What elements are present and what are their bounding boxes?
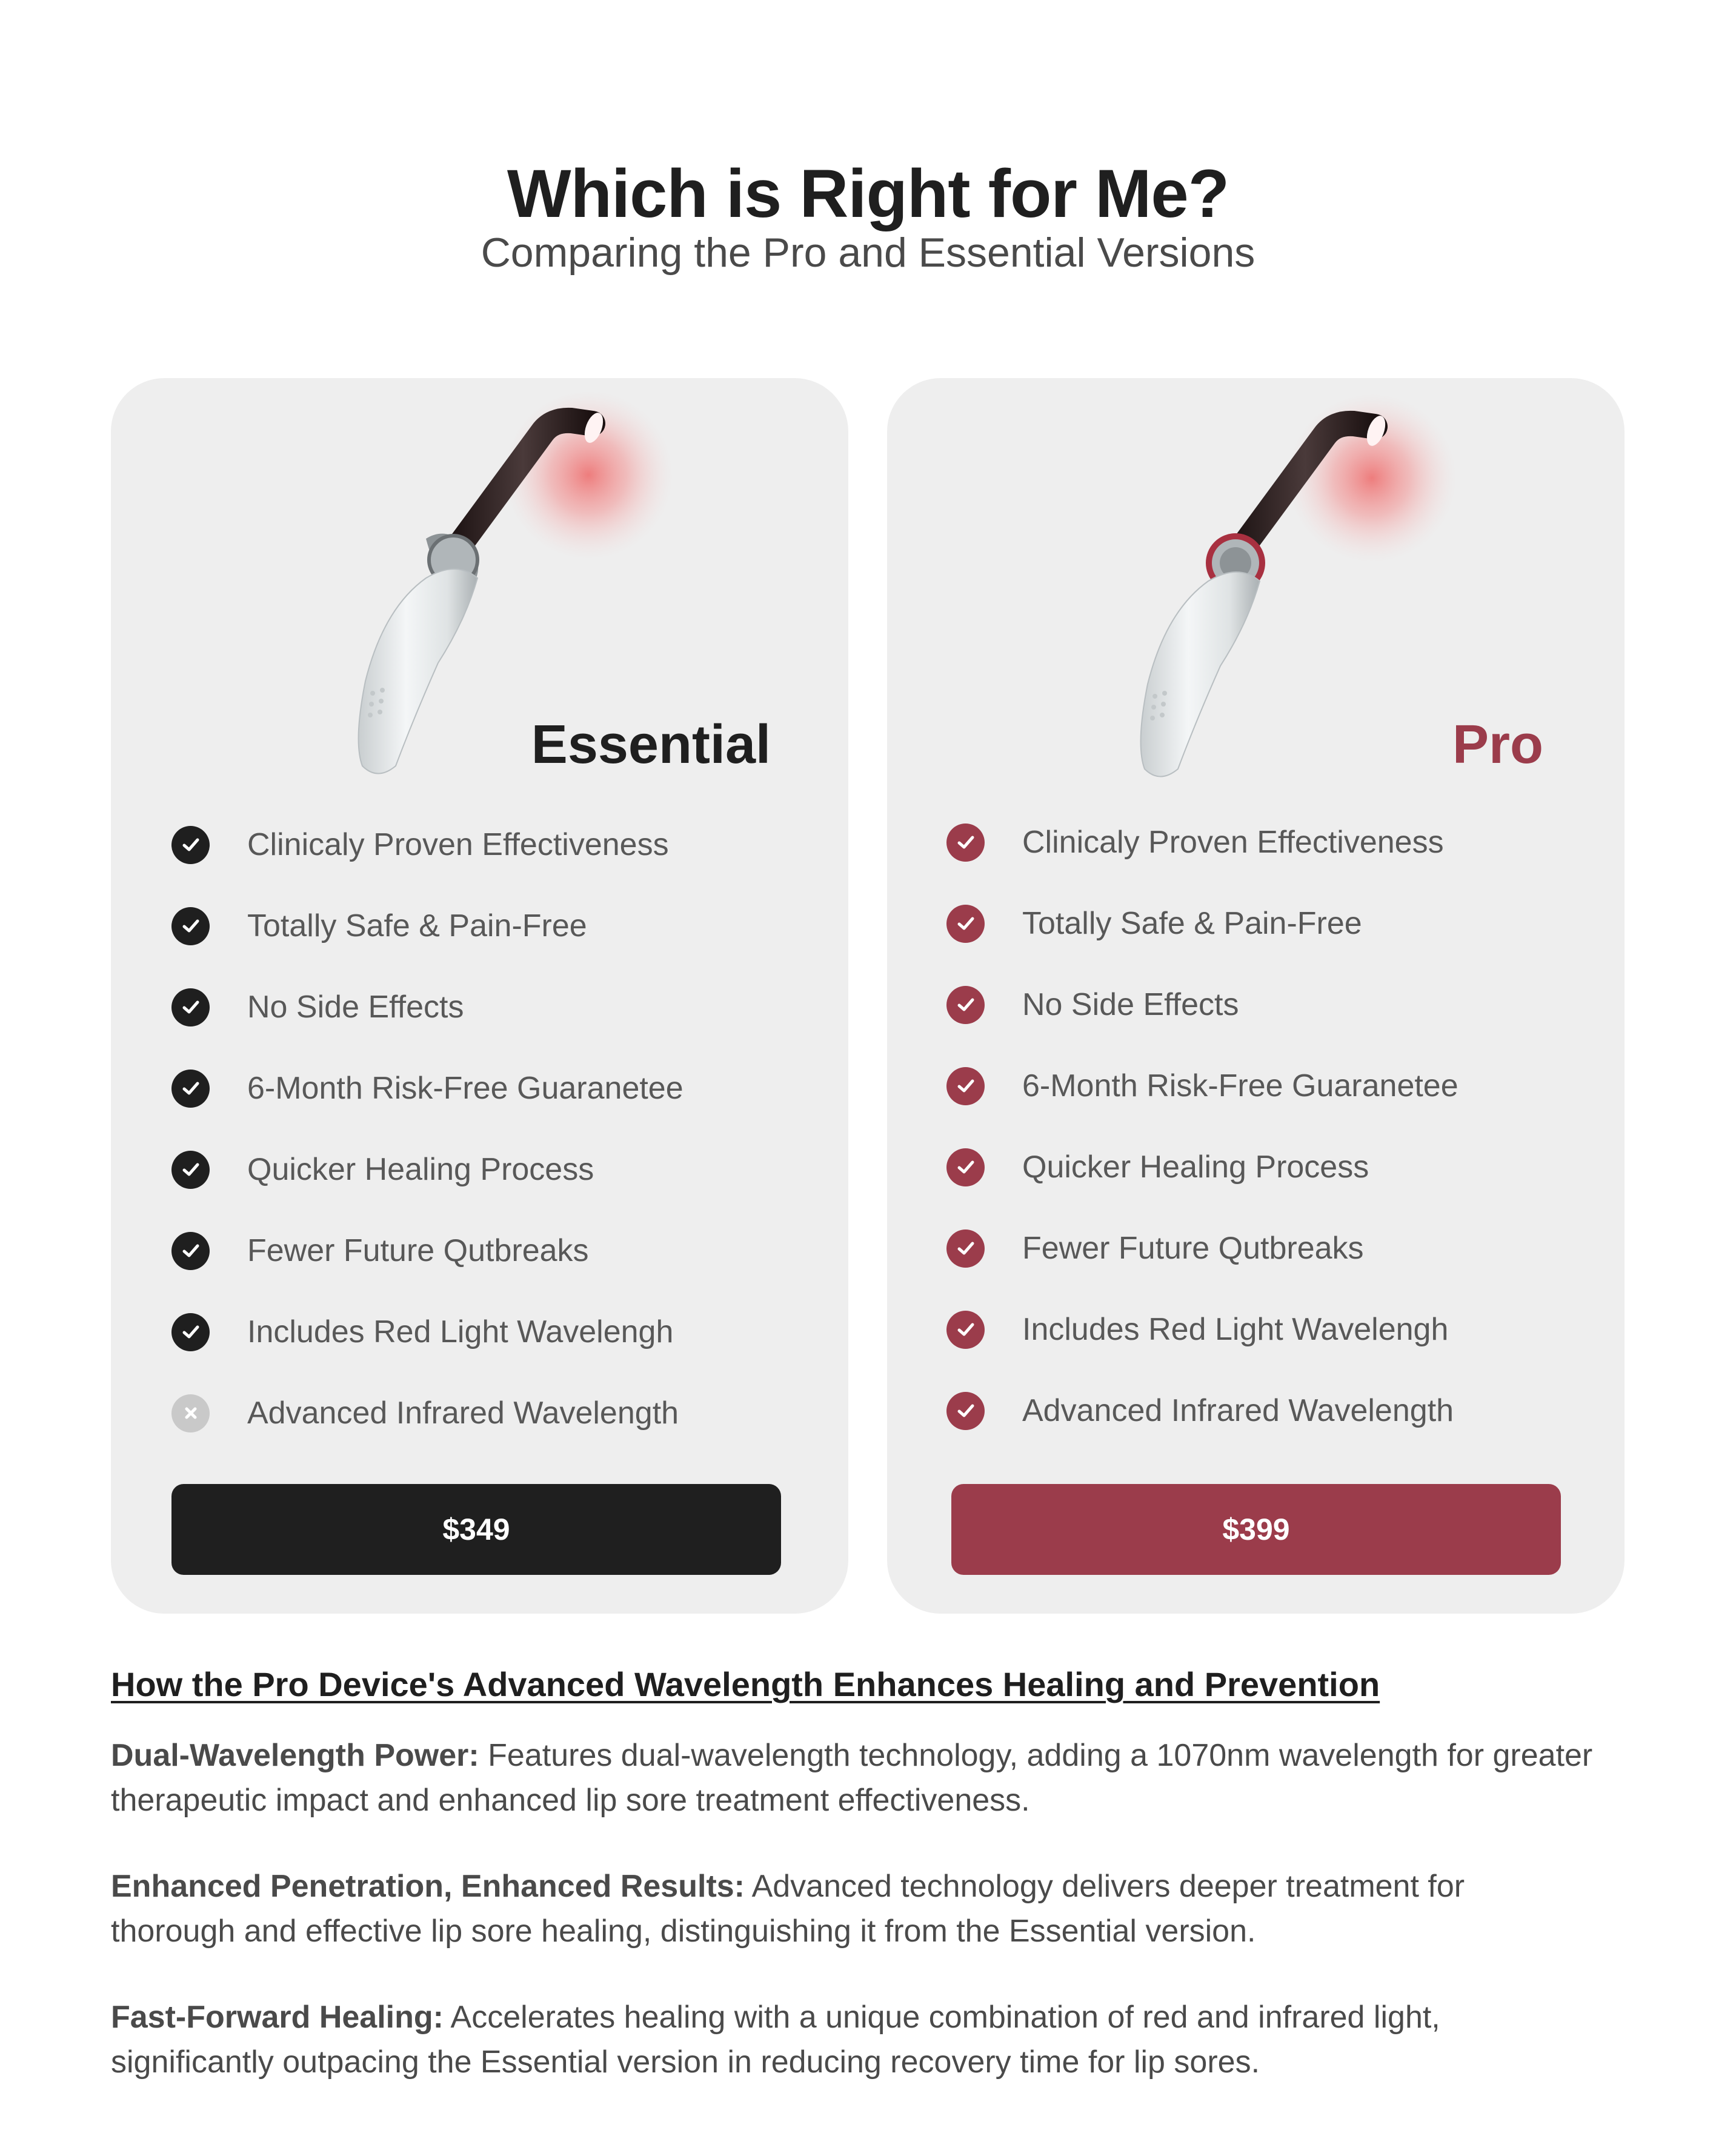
feature-item bbox=[171, 1389, 679, 1437]
check-circle-icon bbox=[946, 1311, 985, 1349]
feature-label: Clinicaly Proven Effectiveness bbox=[1022, 825, 1444, 860]
check-circle-icon bbox=[946, 1229, 985, 1268]
feature-label: Fewer Future Qutbreaks bbox=[1022, 1231, 1364, 1266]
check-circle-icon bbox=[171, 1313, 210, 1351]
detail-paragraph-text: Advanced technology delivers deeper treatment for thorough and effective lip sore healing, distinguishing it from the Essential version. bbox=[111, 1869, 1465, 1949]
feature-label: Advanced Infrared Wavelength bbox=[247, 1396, 679, 1431]
feature-item bbox=[171, 1226, 589, 1275]
detail-paragraph-text: Accelerates healing with a unique combination of red and infrared light, significantly outpacing the Essential version in reducing recovery time for lip sores. bbox=[111, 2000, 1440, 2080]
detail-paragraph-title: Fast-Forward Healing: bbox=[111, 2000, 444, 2035]
product-name: Pro bbox=[1452, 714, 1543, 775]
pro-card bbox=[887, 378, 1625, 1614]
feature-label: No Side Effects bbox=[1022, 987, 1239, 1022]
buy-pro-button[interactable]: $399 bbox=[951, 1484, 1561, 1575]
feature-label: Totally Safe & Pain-Free bbox=[247, 908, 587, 943]
feature-item bbox=[946, 980, 1239, 1029]
feature-item bbox=[171, 1064, 683, 1113]
check-circle-icon bbox=[946, 986, 985, 1024]
pro-details-section bbox=[111, 1660, 1595, 2084]
feature-item bbox=[171, 820, 669, 869]
feature-label: Quicker Healing Process bbox=[1022, 1150, 1369, 1185]
essential-card bbox=[111, 378, 848, 1614]
feature-item bbox=[171, 983, 464, 1031]
detail-paragraph bbox=[111, 1733, 1595, 1823]
check-circle-icon bbox=[946, 1067, 985, 1105]
product-name: Essential bbox=[531, 714, 771, 775]
feature-label: Fewer Future Qutbreaks bbox=[247, 1233, 589, 1268]
feature-label: No Side Effects bbox=[247, 990, 464, 1025]
page-title: Which is Right for Me? bbox=[507, 156, 1229, 232]
check-circle-icon bbox=[171, 1151, 210, 1189]
feature-item bbox=[946, 1143, 1369, 1191]
detail-paragraph-text: Features dual-wavelength technology, adding a 1070nm wavelength for greater therapeutic impact and enhanced lip sore treatment effectiveness. bbox=[111, 1738, 1593, 1818]
x-circle-icon bbox=[171, 1394, 210, 1432]
detail-paragraph-title: Enhanced Penetration, Enhanced Results: bbox=[111, 1869, 745, 1904]
section-heading: How the Pro Device's Advanced Wavelength Enhances Healing and Prevention bbox=[111, 1665, 1380, 1703]
feature-label: Clinicaly Proven Effectiveness bbox=[247, 827, 669, 862]
check-circle-icon bbox=[946, 905, 985, 943]
feature-item bbox=[171, 902, 587, 950]
check-circle-icon bbox=[171, 1232, 210, 1270]
detail-paragraph-title: Dual-Wavelength Power: bbox=[111, 1738, 479, 1773]
buy-essential-button[interactable]: $349 bbox=[171, 1484, 781, 1575]
check-circle-icon bbox=[171, 826, 210, 864]
check-circle-icon bbox=[946, 1148, 985, 1186]
feature-label: Quicker Healing Process bbox=[247, 1152, 594, 1187]
feature-label: Totally Safe & Pain-Free bbox=[1022, 906, 1362, 941]
check-circle-icon bbox=[171, 1070, 210, 1108]
feature-item bbox=[946, 1224, 1364, 1273]
detail-paragraph bbox=[111, 1995, 1595, 2084]
check-circle-icon bbox=[946, 823, 985, 862]
feature-label: 6-Month Risk-Free Guaranetee bbox=[247, 1071, 683, 1106]
feature-label: Includes Red Light Wavelengh bbox=[1022, 1312, 1449, 1347]
feature-label: Advanced Infrared Wavelength bbox=[1022, 1393, 1454, 1428]
feature-item bbox=[946, 1062, 1458, 1110]
check-circle-icon bbox=[171, 907, 210, 945]
feature-item bbox=[946, 1305, 1448, 1354]
feature-item bbox=[946, 1386, 1454, 1435]
check-circle-icon bbox=[946, 1392, 985, 1430]
check-circle-icon bbox=[171, 988, 210, 1026]
feature-item bbox=[171, 1308, 673, 1356]
feature-item bbox=[946, 818, 1444, 867]
page-subtitle: Comparing the Pro and Essential Versions bbox=[481, 230, 1255, 276]
feature-label: Includes Red Light Wavelengh bbox=[247, 1314, 674, 1349]
feature-item bbox=[946, 899, 1362, 948]
detail-paragraph bbox=[111, 1864, 1595, 1954]
feature-label: 6-Month Risk-Free Guaranetee bbox=[1022, 1068, 1458, 1103]
feature-item bbox=[171, 1145, 594, 1194]
